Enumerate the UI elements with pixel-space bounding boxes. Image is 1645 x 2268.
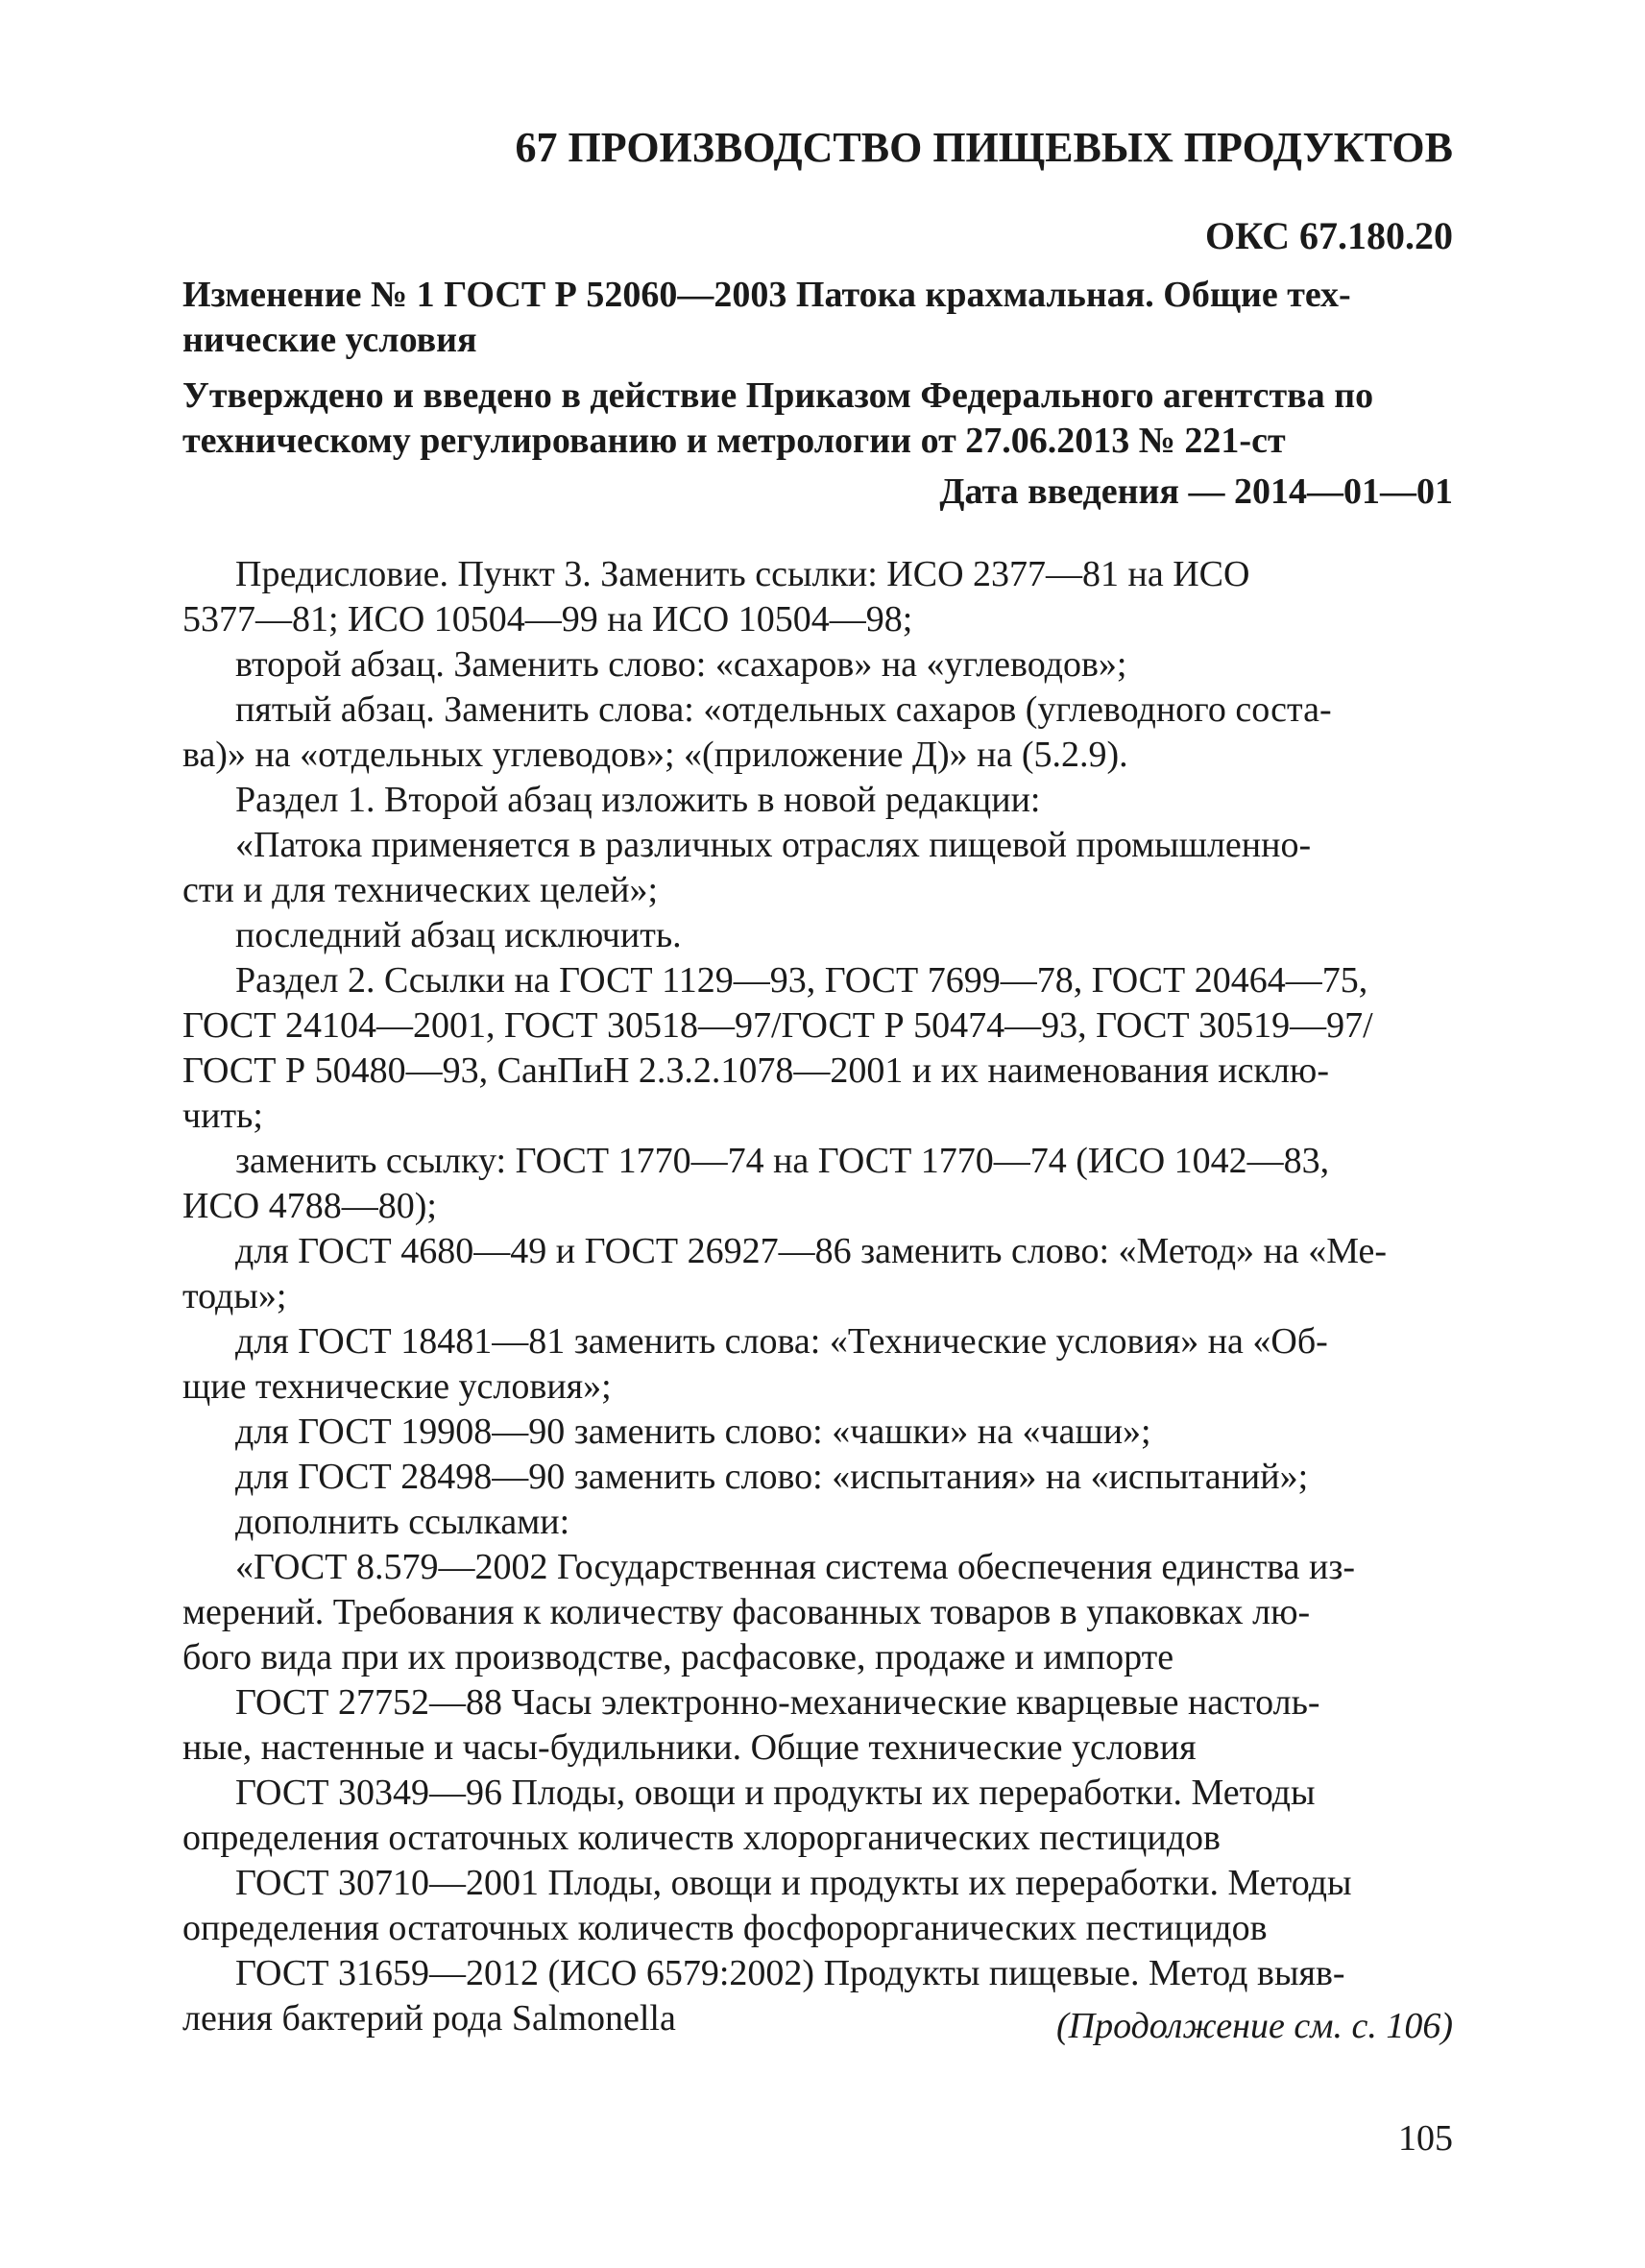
body-line: Раздел 1. Второй абзац изложить в новой редакции: (235, 780, 1041, 820)
body-line: щие технические условия»; (182, 1366, 612, 1407)
body-text (182, 552, 1454, 2041)
body-line: для ГОСТ 18481—81 заменить слова: «Технические условия» на «Об- (235, 1321, 1328, 1362)
body-line: «ГОСТ 8.579—2002 Государственная система обеспечения единства из- (235, 1547, 1356, 1587)
body-line: ГОСТ 27752—88 Часы электронно-механические кварцевые настоль- (235, 1682, 1320, 1723)
approval-line-1: Утверждено и введено в действие Приказом Федерального агентства по (182, 375, 1374, 416)
body-line: последний абзац исключить. (235, 915, 682, 955)
oks-code: ОКС 67.180.20 (1204, 214, 1453, 257)
change-title-line-2: нические условия (182, 320, 477, 360)
section-heading: 67 ПРОИЗВОДСТВО ПИЩЕВЫХ ПРОДУКТОВ (515, 124, 1453, 171)
body-line: определения остаточных количеств хлорорганических пестицидов (182, 1818, 1221, 1858)
continuation-note: (Продолжение см. с. 106) (1055, 2006, 1453, 2046)
introduction-date: Дата введения — 2014—01—01 (939, 471, 1453, 512)
body-line: ГОСТ 24104—2001, ГОСТ 30518—97/ГОСТ Р 50474—93, ГОСТ 30519—97/ (182, 1005, 1373, 1046)
body-line: ва)» на «отдельных углеводов»; «(приложение Д)» на (5.2.9). (182, 735, 1128, 775)
page-number: 105 (1398, 2118, 1453, 2159)
body-line: бого вида при их производстве, расфасовке, продаже и импорте (182, 1637, 1174, 1677)
body-line: 5377—81; ИСО 10504—99 на ИСО 10504—98; (182, 599, 913, 639)
body-line: ления бактерий рода Salmonella (182, 1998, 676, 2039)
body-line: мерений. Требования к количеству фасованных товаров в упаковках лю- (182, 1592, 1311, 1632)
body-line: пятый абзац. Заменить слова: «отдельных сахаров (углеводного соста- (235, 689, 1332, 730)
body-line: дополнить ссылками: (235, 1502, 570, 1542)
change-title-line-1: Изменение № 1 ГОСТ Р 52060—2003 Патока крахмальная. Общие тех- (182, 275, 1351, 315)
body-line: для ГОСТ 4680—49 и ГОСТ 26927—86 заменить слово: «Метод» на «Ме- (235, 1231, 1388, 1271)
body-line: сти и для технических целей»; (182, 870, 659, 910)
body-line: Раздел 2. Ссылки на ГОСТ 1129—93, ГОСТ 7699—78, ГОСТ 20464—75, (235, 960, 1368, 1001)
approval-line-2: техническому регулированию и метрологии от 27.06.2013 № 221-ст (182, 421, 1286, 461)
body-line: ИСО 4788—80); (182, 1186, 437, 1226)
body-line: тоды»; (182, 1276, 287, 1316)
body-line: для ГОСТ 28498—90 заменить слово: «испытания» на «испытаний»; (235, 1457, 1309, 1497)
body-line: ные, настенные и часы-будильники. Общие технические условия (182, 1727, 1197, 1768)
body-line: Предисловие. Пункт 3. Заменить ссылки: ИСО 2377—81 на ИСО (235, 554, 1250, 594)
body-line: второй абзац. Заменить слово: «сахаров» на «углеводов»; (235, 644, 1127, 685)
body-line: чить; (182, 1096, 263, 1136)
body-line: для ГОСТ 19908—90 заменить слово: «чашки» на «чаши»; (235, 1411, 1151, 1452)
body-line: ГОСТ 30710—2001 Плоды, овощи и продукты их переработки. Методы (235, 1863, 1352, 1903)
body-line: определения остаточных количеств фосфорорганических пестицидов (182, 1908, 1268, 1948)
body-line: ГОСТ Р 50480—93, СанПиН 2.3.2.1078—2001 и их наименования исклю- (182, 1050, 1329, 1091)
body-line: заменить ссылку: ГОСТ 1770—74 на ГОСТ 1770—74 (ИСО 1042—83, (235, 1141, 1330, 1181)
body-line: ГОСТ 31659—2012 (ИСО 6579:2002) Продукты пищевые. Метод выяв- (235, 1953, 1345, 1993)
body-line: ГОСТ 30349—96 Плоды, овощи и продукты их переработки. Методы (235, 1773, 1316, 1813)
body-line: «Патока применяется в различных отраслях пищевой промышленно- (235, 825, 1312, 865)
